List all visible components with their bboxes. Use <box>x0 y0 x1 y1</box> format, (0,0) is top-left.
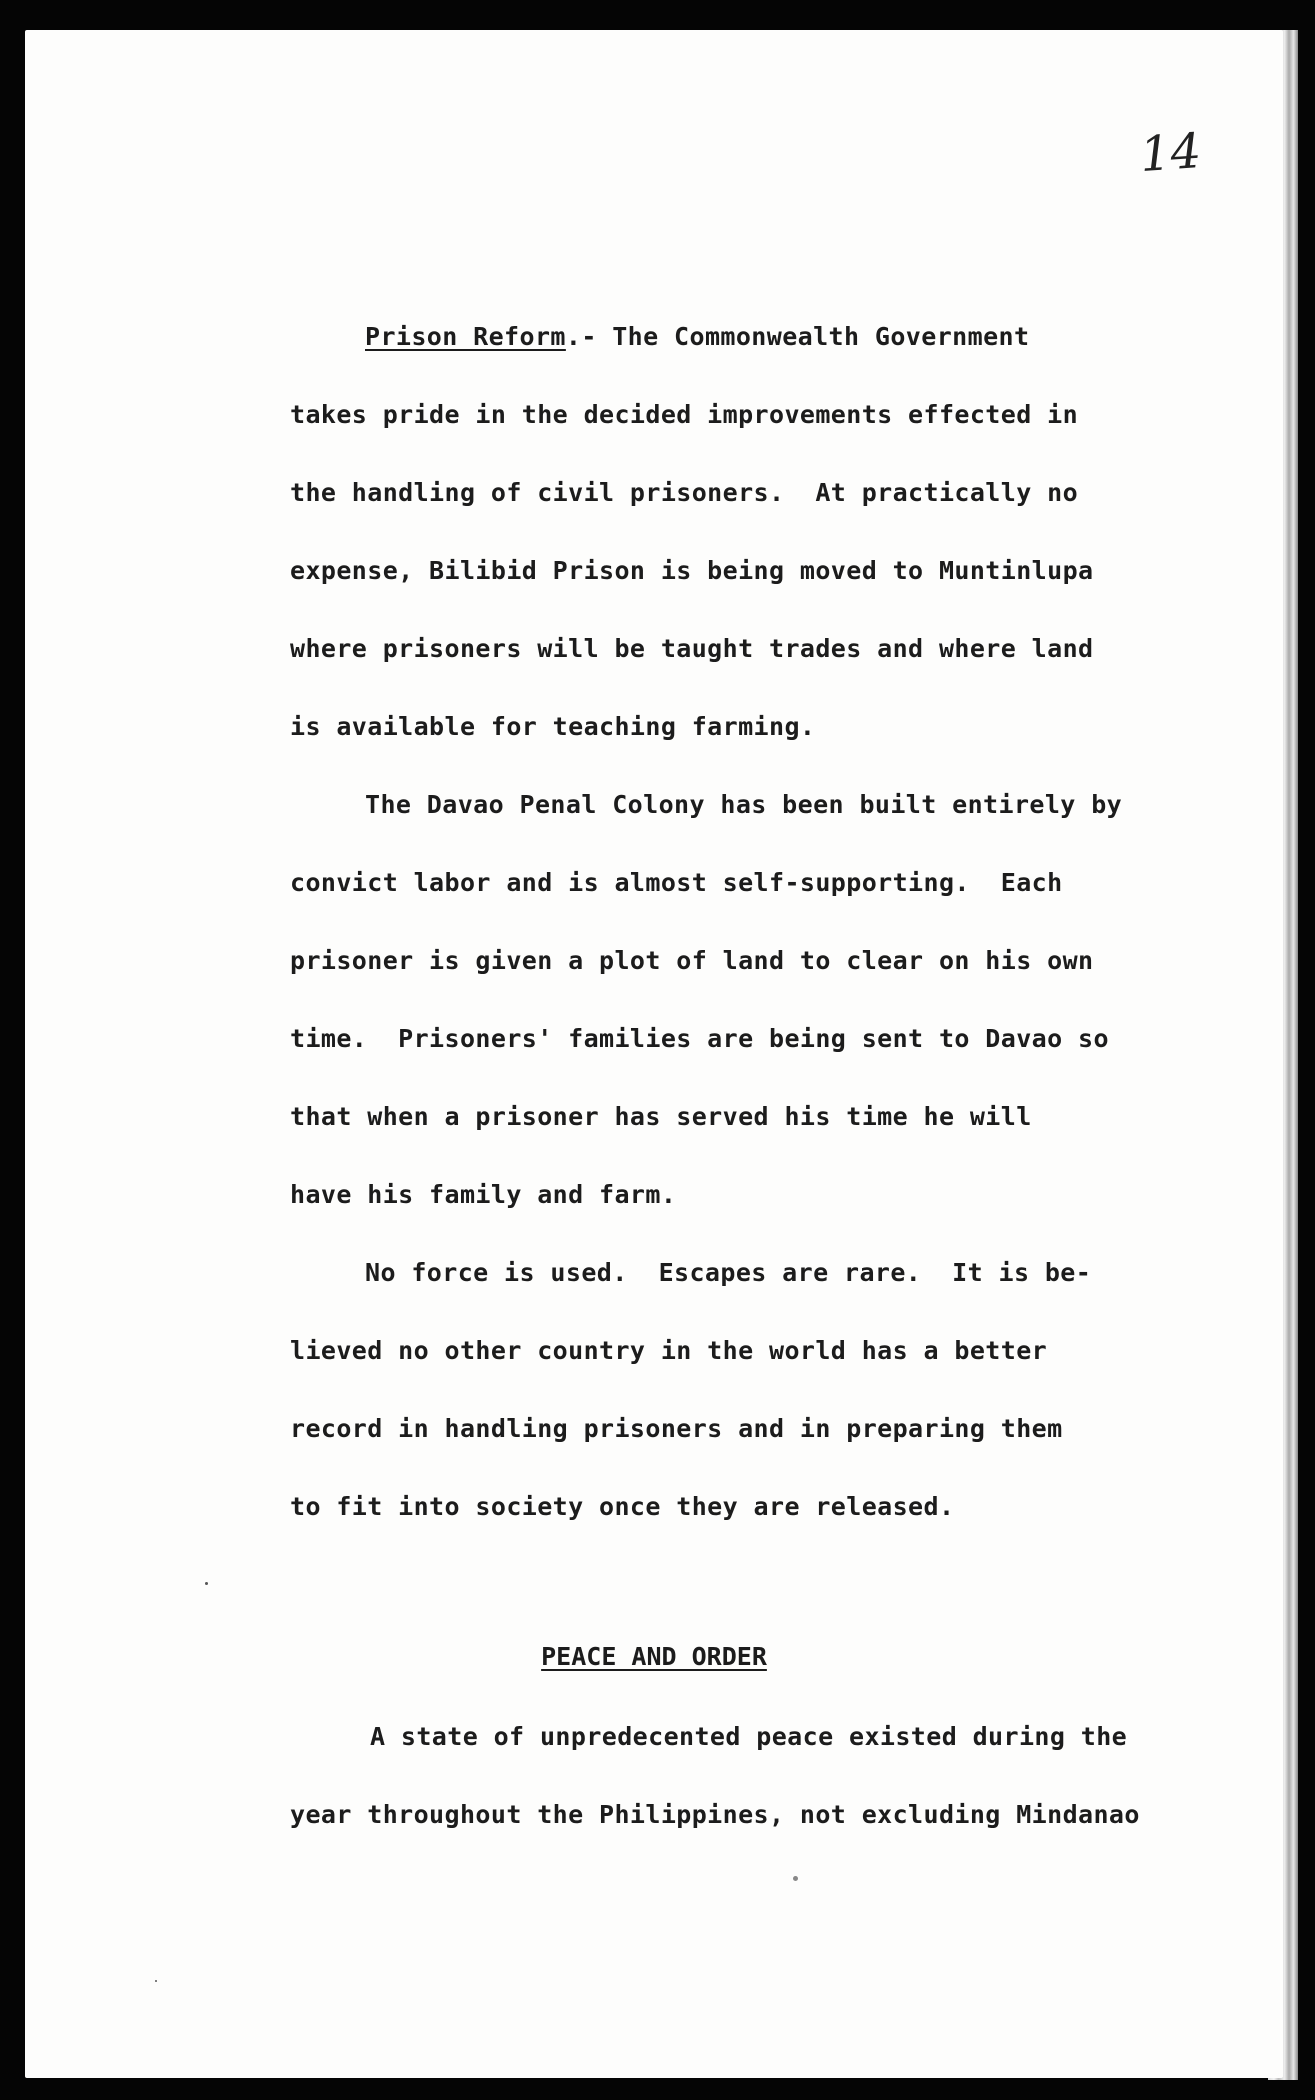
scan-speck <box>155 1980 157 1982</box>
text-line: A state of unpredecented peace existed during the <box>370 1722 1128 1751</box>
text-line: to fit into society once they are released. <box>290 1492 955 1521</box>
prison-reform-first-line <box>365 322 1029 351</box>
scan-speck <box>205 1582 208 1585</box>
page-number: 14 <box>1138 122 1203 184</box>
text-line: takes pride in the decided improvements effected in <box>290 400 1079 429</box>
text-line: expense, Bilibid Prison is being moved to Muntinlupa <box>290 556 1094 585</box>
prison-reform-heading: Prison Reform <box>365 322 566 351</box>
text-line: lieved no other country in the world has a better <box>290 1336 1048 1365</box>
text-line: the handling of civil prisoners. At practically no <box>290 478 1079 507</box>
peace-and-order-heading: PEACE AND ORDER <box>541 1642 767 1671</box>
prison-reform-heading-suffix: .- <box>565 322 613 351</box>
text-line: The Commonwealth Government <box>612 322 1030 351</box>
text-line: prisoner is given a plot of land to clear on his own <box>290 946 1094 975</box>
text-line: that when a prisoner has served his time he will <box>290 1102 1032 1131</box>
text-line: The Davao Penal Colony has been built entirely by <box>365 790 1123 819</box>
text-line: No force is used. Escapes are rare. It is be- <box>365 1258 1092 1287</box>
document-page <box>25 30 1283 2078</box>
text-line: where prisoners will be taught trades and where land <box>290 634 1094 663</box>
text-line: time. Prisoners' families are being sent to Davao so <box>290 1024 1109 1053</box>
text-line: record in handling prisoners and in preparing them <box>290 1414 1063 1443</box>
text-line: year throughout the Philippines, not excluding Mindanao <box>290 1800 1140 1829</box>
text-line: convict labor and is almost self-supporting. Each <box>290 868 1063 897</box>
scan-speck <box>793 1876 798 1881</box>
text-line: is available for teaching farming. <box>290 712 816 741</box>
text-line: have his family and farm. <box>290 1180 677 1209</box>
